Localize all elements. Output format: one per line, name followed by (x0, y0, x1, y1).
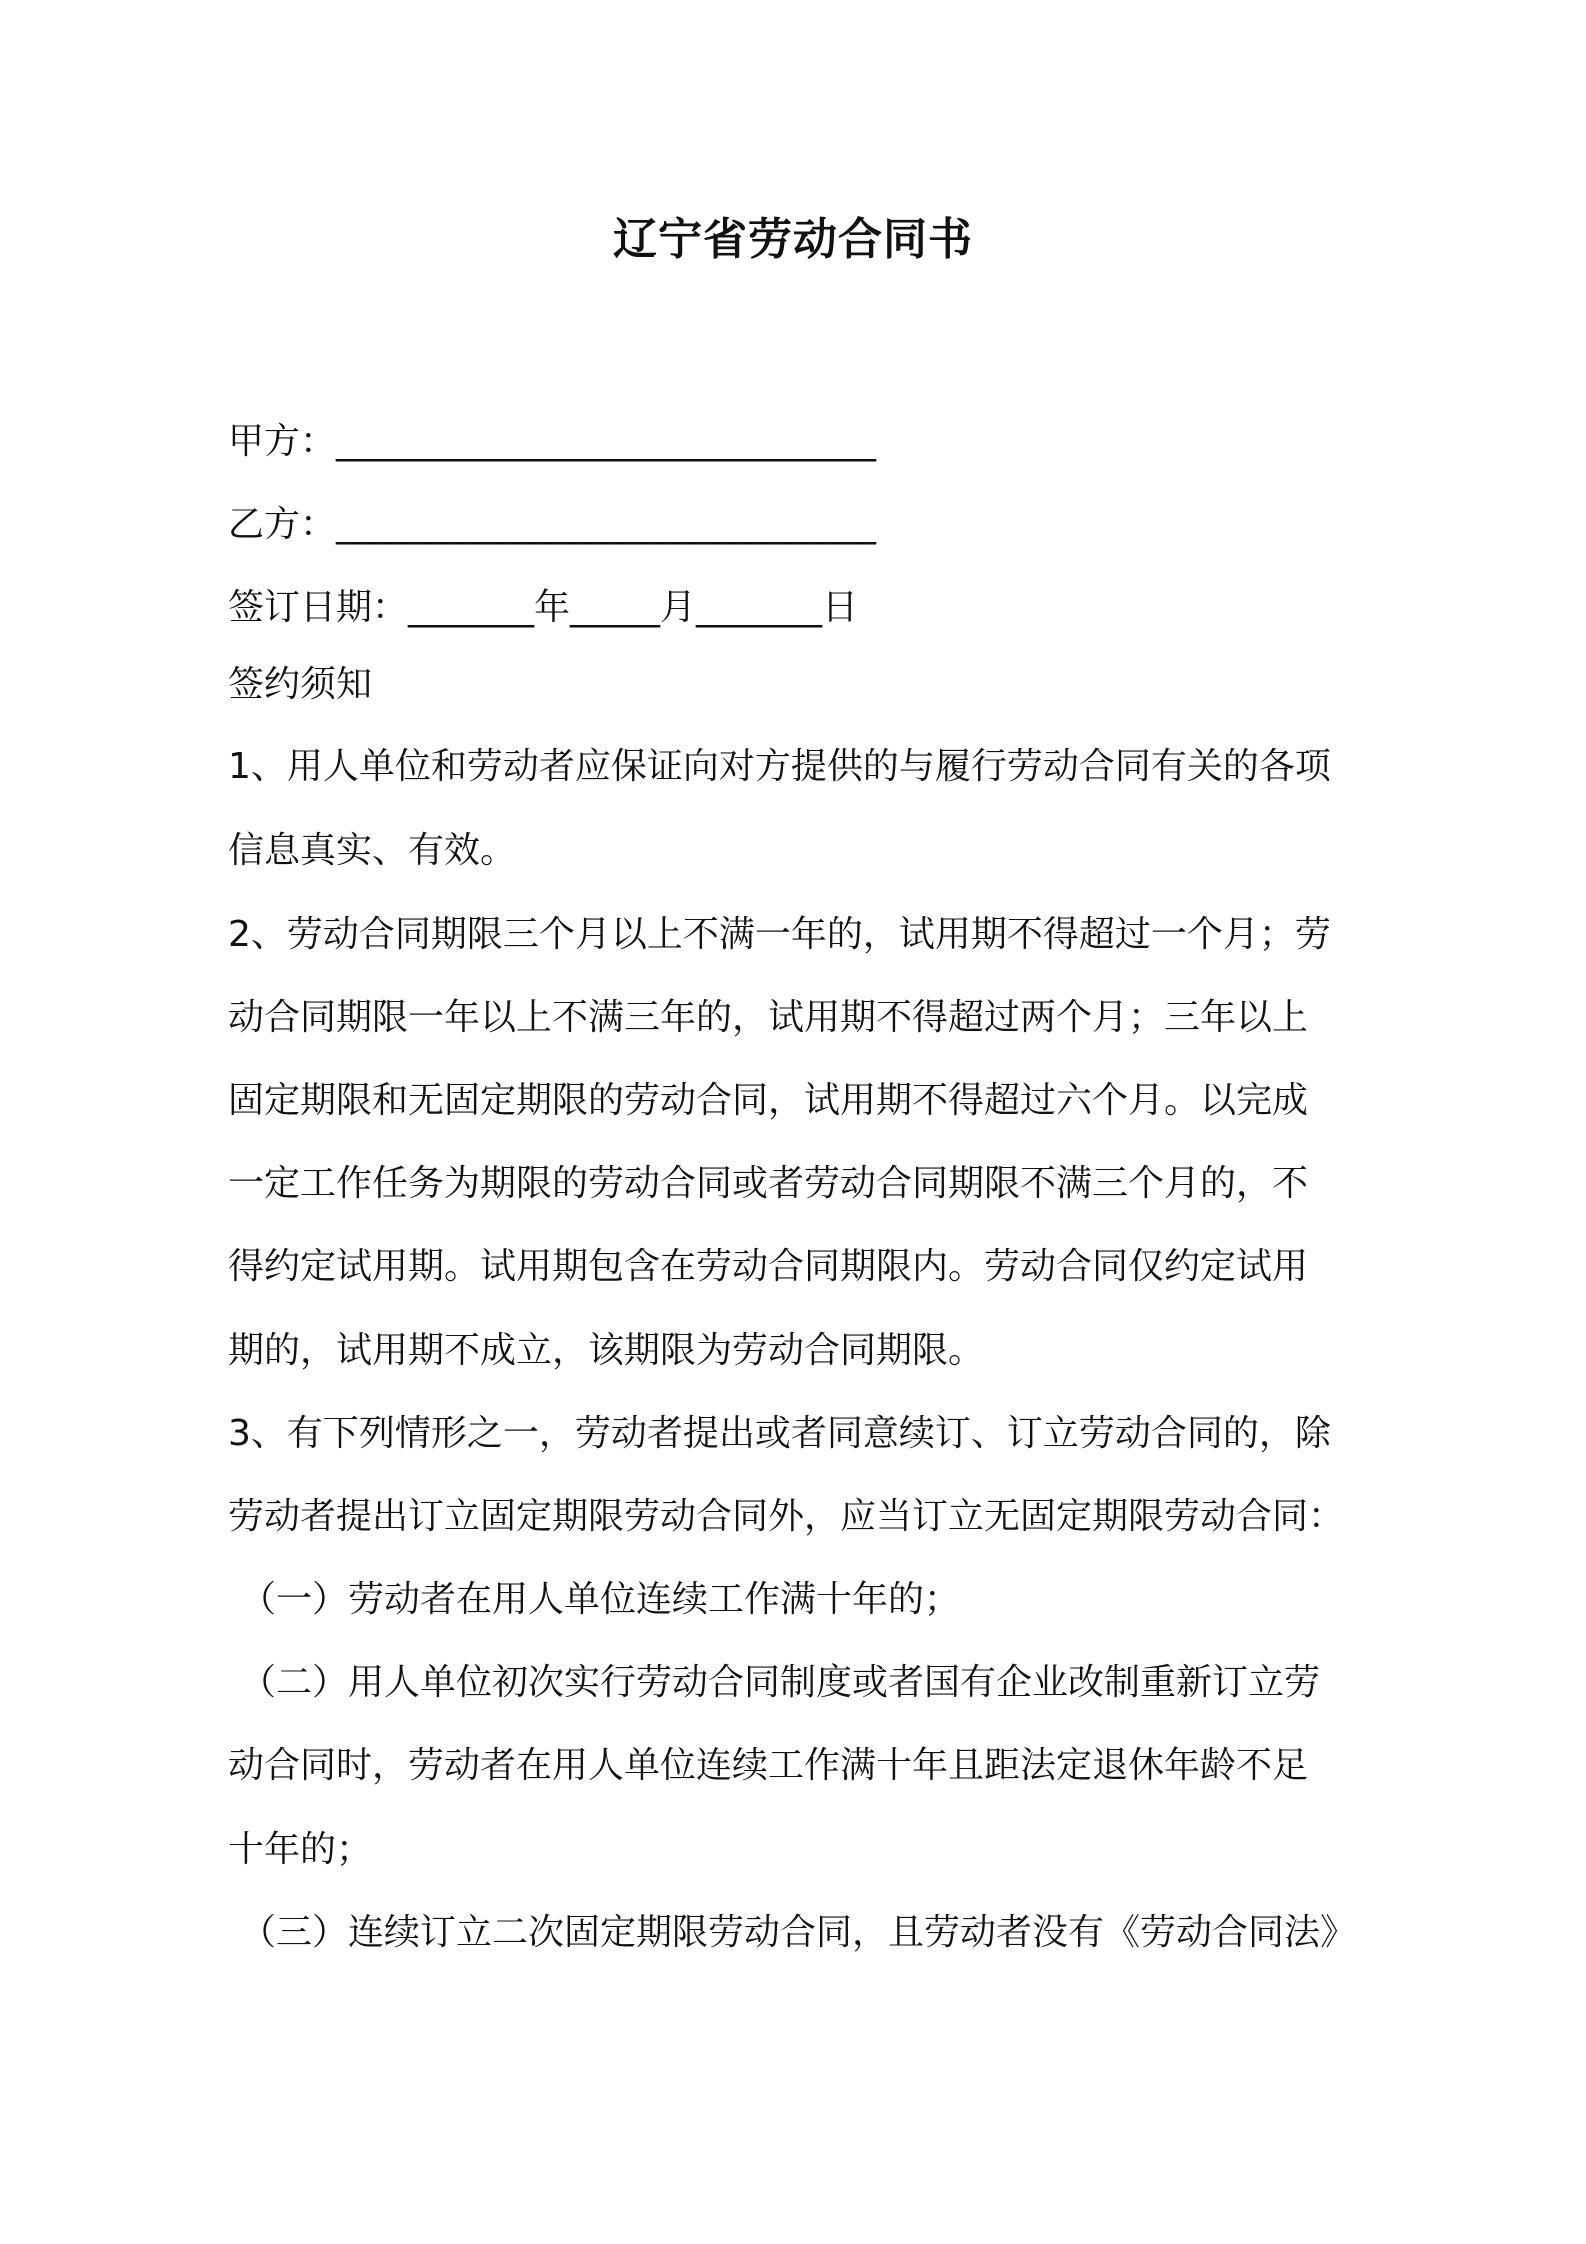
body-line: 信息真实、有效。 (228, 830, 517, 871)
body-line: 动合同时，劳动者在用人单位连续工作满十年且距法定退休年龄不足 (228, 1745, 1309, 1786)
body-line: 期的，试用期不成立，该期限为劳动合同期限。 (228, 1330, 985, 1371)
body-line: 得约定试用期。试用期包含在劳动合同期限内。劳动合同仅约定试用 (228, 1246, 1309, 1287)
body-line: （一）劳动者在用人单位连续工作满十年的； (240, 1579, 961, 1620)
sign-date-line: 签订日期：_______年_____月_______日 (228, 587, 859, 628)
document-title: 辽宁省劳动合同书 (613, 214, 973, 265)
body-line: 劳动者提出订立固定期限劳动合同外，应当订立无固定期限劳动合同： (228, 1496, 1345, 1537)
party-a-line: 甲方：______________________________ (228, 421, 877, 462)
body-line: （三）连续订立二次固定期限劳动合同，且劳动者没有《劳动合同法》 (240, 1912, 1357, 1953)
body-line: 1、用人单位和劳动者应保证向对方提供的与履行劳动合同有关的各项 (228, 746, 1331, 787)
body-line: 2、劳动合同期限三个月以上不满一年的，试用期不得超过一个月；劳 (228, 914, 1331, 955)
notice-heading: 签约须知 (228, 664, 373, 705)
body-line: （二）用人单位初次实行劳动合同制度或者国有企业改制重新订立劳 (240, 1662, 1321, 1703)
party-b-line: 乙方：______________________________ (228, 504, 877, 545)
body-line: 动合同期限一年以上不满三年的，试用期不得超过两个月；三年以上 (228, 997, 1309, 1038)
body-line: 十年的； (228, 1829, 373, 1870)
body-line: 固定期限和无固定期限的劳动合同，试用期不得超过六个月。以完成 (228, 1080, 1309, 1121)
body-line: 3、有下列情形之一，劳动者提出或者同意续订、订立劳动合同的，除 (228, 1413, 1331, 1454)
body-line: 一定工作任务为期限的劳动合同或者劳动合同期限不满三个月的，不 (228, 1163, 1309, 1204)
